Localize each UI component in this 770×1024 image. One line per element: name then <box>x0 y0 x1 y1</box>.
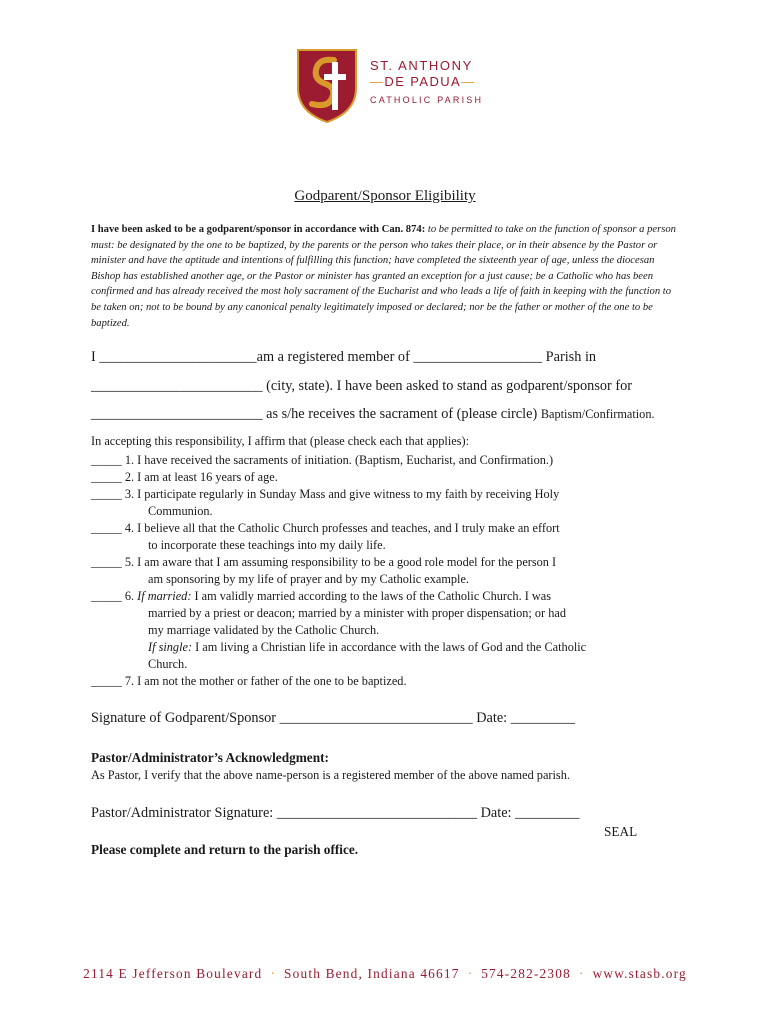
item-text: 7. I am not the mother or father of the one to be baptized. <box>121 674 407 688</box>
item-text: 3. I participate regularly in Sunday Mass and give witness to my faith by receiving Holy <box>121 487 560 501</box>
logo-wordmark <box>370 58 483 108</box>
logo-line-2 <box>370 74 483 90</box>
return-instruction: Please complete and return to the parish office. <box>91 842 359 857</box>
list-item <box>91 486 691 520</box>
item-continuation: my marriage validated by the Catholic Church. <box>148 623 380 637</box>
item-text: 4. I believe all that the Catholic Church professes and teaches, and I truly make an effort <box>121 521 560 535</box>
married-text: I am validly married according to the laws of the Catholic Church. I was <box>191 589 552 603</box>
item-text: 2. I am at least 16 years of age. <box>121 470 278 484</box>
footer-separator: · <box>578 966 585 981</box>
form-line-1: I ______________________am a registered member of __________________ Parish in <box>91 349 597 365</box>
intro-italic: to be permitted to take on the function of sponsor a person must: be designated by the one to be baptized, by the parents or the person who takes their place, or in their absence by the Pastor or minister and have the aptitude and intentions of fulfilling this function; have completed the sixteenth year of age, unless the diocesan Bishop has established another age, or the Pastor or minister has granted an exception for a just cause; be a Catholic who has been confirmed and has already received the most holy sacrament of the Eucharist and who leads a life of faith in keeping with the function to be taken on; not to be bound by any canonical penalty legitimately imposed or declared; nor be the father or mother of the one to be baptized. <box>91 224 676 329</box>
item-text: 1. I have received the sacraments of initiation. (Baptism, Eucharist, and Confirmation.) <box>121 453 554 467</box>
seal-label: SEAL <box>604 824 638 839</box>
godparent-signature-line[interactable]: Signature of Godparent/Sponsor ___________________________ Date: _________ <box>91 710 576 726</box>
logo-line-3: CATHOLIC PARISH <box>370 95 484 105</box>
intro-bold: I have been asked to be a godparent/sponsor in accordance with Can. 874: <box>91 224 426 235</box>
list-item <box>91 554 691 588</box>
check-blank[interactable]: _____ <box>91 555 122 569</box>
item-continuation: to incorporate these teachings into my daily life. <box>148 538 386 552</box>
married-label: If married: <box>137 589 192 603</box>
parish-logo <box>296 48 486 124</box>
logo-line-2-text: DE PADUA <box>384 74 462 89</box>
check-blank[interactable]: _____ <box>91 453 122 467</box>
item-text: 5. I am aware that I am assuming responsibility to be a good role model for the person I <box>121 555 557 569</box>
single-label: If single: <box>148 640 193 654</box>
item-continuation: Church. <box>148 657 188 671</box>
affirmation-list <box>91 452 691 690</box>
canon-intro <box>91 222 681 331</box>
pastor-signature-line[interactable]: Pastor/Administrator Signature: ____________________________ Date: _________ <box>91 805 580 821</box>
parish-shield-icon <box>296 48 358 124</box>
logo-rule-left: — <box>370 74 385 89</box>
item-number: 6. <box>121 589 138 603</box>
list-item <box>91 520 691 554</box>
affirm-heading: In accepting this responsibility, I affirm that (please check each that applies): <box>91 434 469 448</box>
footer-website[interactable]: www.stasb.org <box>592 966 687 981</box>
footer-separator: · <box>270 966 277 981</box>
check-blank[interactable]: _____ <box>91 470 122 484</box>
form-line-2: ________________________ (city, state). I have been asked to stand as godparent/sponsor for <box>91 378 633 394</box>
parish-footer <box>0 966 770 982</box>
item-continuation: am sponsoring by my life of prayer and by my Catholic example. <box>148 572 470 586</box>
check-blank[interactable]: _____ <box>91 674 122 688</box>
pastor-ack-text: As Pastor, I verify that the above name-person is a registered member of the above named parish. <box>91 768 570 782</box>
list-item <box>91 588 691 673</box>
footer-city: South Bend, Indiana 46617 <box>284 966 460 981</box>
single-clause <box>91 639 691 656</box>
form-line-3-sacraments: Baptism/Confirmation. <box>540 407 655 421</box>
footer-phone: 574-282-2308 <box>481 966 571 981</box>
footer-separator: · <box>467 966 474 981</box>
item-continuation: Communion. <box>148 504 213 518</box>
form-line-3-main: ________________________ as s/he receives the sacrament of (please circle) <box>91 406 541 422</box>
check-blank[interactable]: _____ <box>91 589 122 603</box>
footer-address: 2114 E Jefferson Boulevard <box>83 966 263 981</box>
single-text: I am living a Christian life in accordance with the laws of God and the Catholic <box>192 640 587 654</box>
check-blank[interactable]: _____ <box>91 487 122 501</box>
check-blank[interactable]: _____ <box>91 521 122 535</box>
pastor-ack-heading: Pastor/Administrator’s Acknowledgment: <box>91 750 329 765</box>
form-line-3 <box>91 406 691 423</box>
list-item <box>91 452 691 469</box>
item-continuation: married by a priest or deacon; married by a minister with proper dispensation; or had <box>148 606 566 620</box>
list-item <box>91 469 691 486</box>
page-title: Godparent/Sponsor Eligibility <box>294 188 476 204</box>
logo-line-1: ST. ANTHONY <box>370 58 473 73</box>
logo-rule-right: — <box>461 74 476 89</box>
list-item <box>91 673 691 690</box>
